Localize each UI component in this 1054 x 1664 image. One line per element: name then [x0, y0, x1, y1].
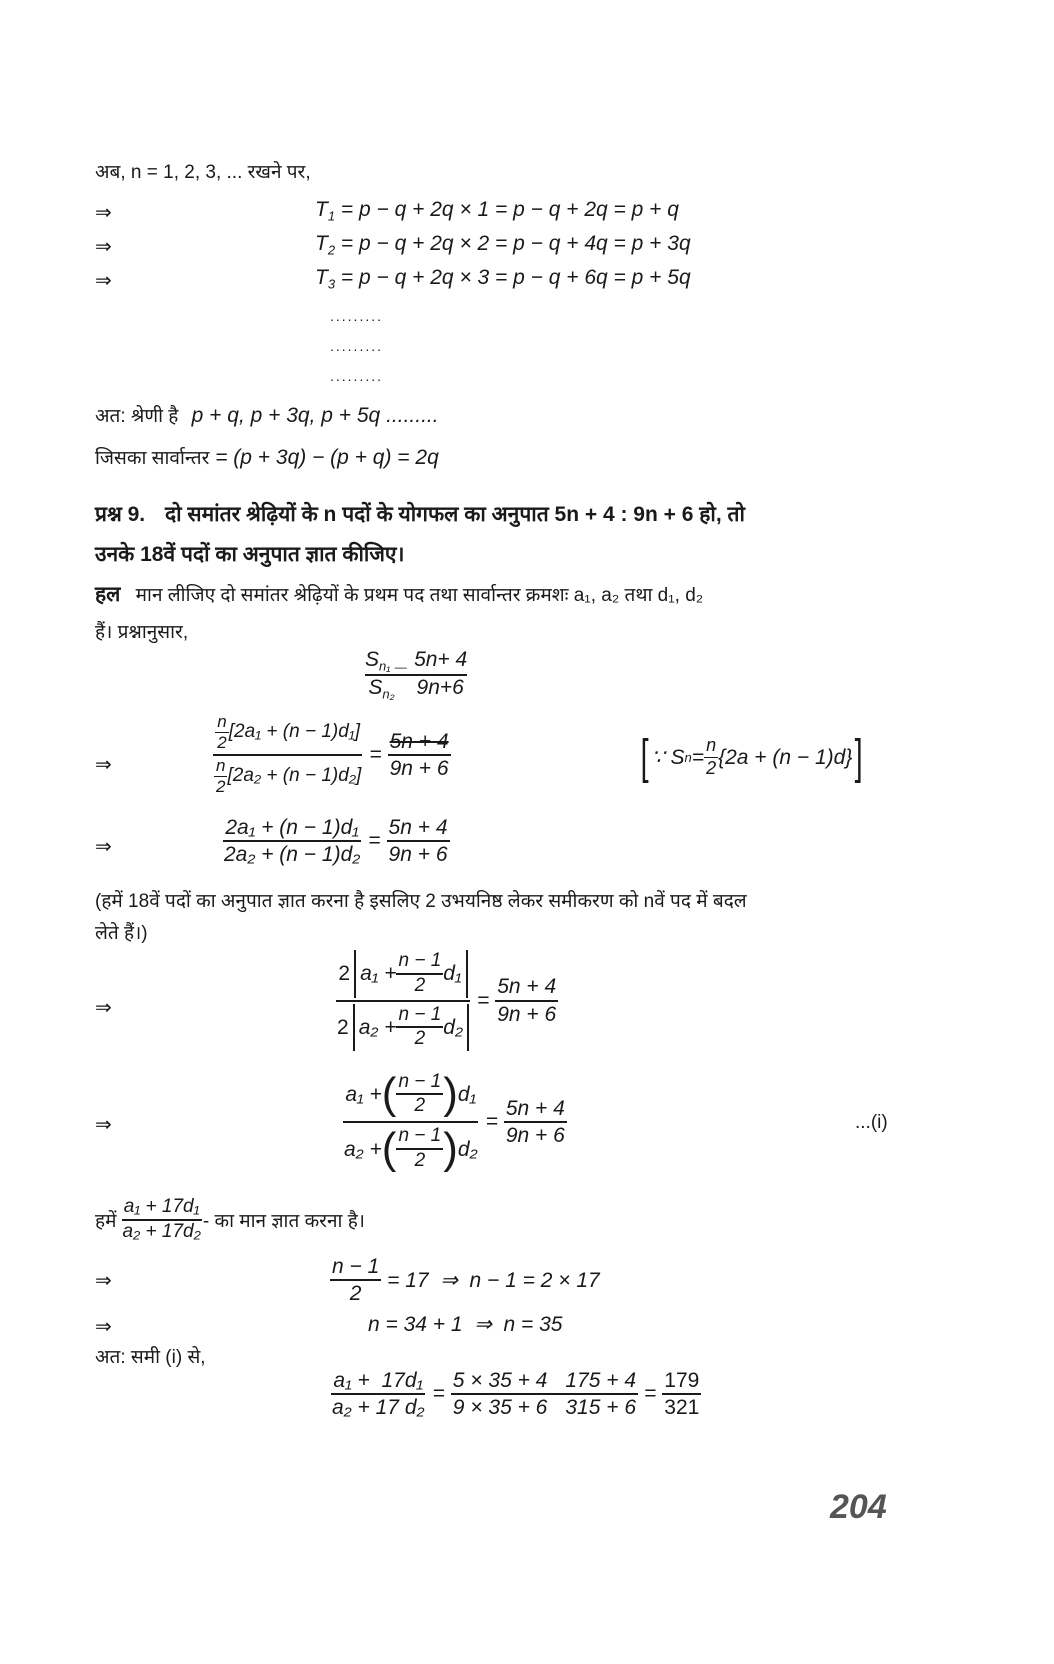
t2-sub: 2	[327, 242, 336, 258]
cd-value: = (p + 3q) − (p + q) = 2q	[209, 446, 439, 469]
solution-line-1	[95, 580, 703, 608]
t2-symbol: T	[315, 232, 328, 255]
final-equation	[330, 1368, 701, 1420]
implies-arrow: ⇒	[95, 836, 112, 858]
ratio-numerator: 5n+ 4	[414, 648, 468, 671]
solution-label: हल	[95, 583, 121, 606]
implies-arrow: ⇒	[95, 1270, 112, 1292]
rhs-fraction: $\frac{5n + 4}{9n + 6}$	[505, 1096, 565, 1147]
n-minus-1-over-2: $\frac{n - 1}{2}$	[332, 1255, 380, 1306]
sum-ratio-fraction: $S_{n_1}$ _ 5n+ 4 $S_{n_2}$ 9n+6	[365, 648, 468, 702]
series-value: p + q, p + 3q, p + 5q .........	[191, 404, 439, 427]
implies-arrow: ⇒	[95, 754, 112, 776]
equation-nth-term-ratio	[342, 1068, 567, 1176]
rhs-fraction: $\frac{5n + 4}{9n + 6}$	[497, 975, 557, 1026]
lhs-fraction: $\frac{\text{2a₁ + (n − 1)d₁}}{\text{2a₂ + (n − 1)d₂}}$	[224, 816, 361, 867]
implies-arrow: ⇒	[95, 270, 112, 292]
t1-rhs: = p − q + 2q × 1 = p − q + 2q = p + q	[335, 198, 679, 221]
series-label: अत: श्रेणी है	[95, 406, 179, 427]
intro-line: अब, n = 1, 2, 3, ... रखने पर,	[95, 162, 311, 183]
equation-solve-n	[330, 1254, 600, 1306]
from-equation-line: अत: समी (i) से,	[95, 1347, 206, 1368]
cd-label: जिसका सार्वान्तर	[95, 448, 210, 469]
question-label: प्रश्न 9.	[95, 503, 146, 526]
implies-arrow: ⇒	[95, 202, 112, 224]
continuation-dots: .........	[330, 338, 384, 354]
sn1: $S_{n_1}$	[365, 648, 391, 674]
equation-n-value: n = 34 + 1 ⇒ n = 35	[368, 1313, 563, 1336]
implies-arrow: ⇒	[95, 1316, 112, 1338]
sn2: $S_{n_2}$	[368, 675, 395, 702]
solution-text-1: मान लीजिए दो समांतर श्रेढ़ियों के प्रथम पद तथा सार्वान्तर क्रमशः a₁, a₂ तथा d₁, d₂	[135, 585, 704, 606]
note-line-2: लेते हैं।)	[95, 923, 148, 944]
formula-note: [ ∵ S n = $\frac{n}{2}$ {2a + (n − 1)d} ]	[640, 731, 864, 784]
t3-sub: 3	[327, 276, 336, 292]
t2-equation	[315, 232, 691, 258]
final-result-fraction: $\frac{179}{321}$	[664, 1369, 700, 1420]
formula-body: {2a + (n − 1)d}	[718, 745, 853, 769]
t3-equation	[315, 266, 691, 292]
series-line	[95, 402, 439, 428]
equation-sum-ratio	[365, 648, 467, 701]
ratio-denominator: 9n+6	[416, 675, 464, 699]
equation-sum-formula-ratio	[212, 712, 451, 798]
t1-equation	[315, 198, 679, 224]
find-prefix: हमें	[95, 1210, 117, 1232]
implies-arrow: ⇒	[95, 1114, 112, 1136]
implies-arrow: ⇒	[95, 997, 112, 1019]
t1-sub: 1	[327, 208, 336, 224]
equals-sign: =	[432, 1382, 445, 1406]
lhs-fraction: $\frac{n}{2}$ [2a₁ + (n − 1)d₁] $\frac{n}{2}$ [2a₂ + (n − 1)d₂]	[212, 712, 363, 798]
equals-sign: =	[485, 1109, 498, 1133]
find-line	[95, 1196, 365, 1244]
lhs-fraction: 2 a₁ + $\frac{n - 1}{2}$ d₁ 2 a₂ + $\frac{n - 1}{2}$ d₂	[335, 950, 471, 1051]
equals-sign: =	[644, 1382, 657, 1406]
note-line-1: (हमें 18वें पदों का अनुपात ज्ञात करना है इसलिए 2 उभयनिष्ठ लेकर समीकरण को nवें पद में बदल	[95, 891, 747, 912]
rhs-fraction: $\frac{5n + 4}{9n + 6}$	[388, 816, 448, 867]
t1-symbol: T	[315, 198, 328, 221]
continuation-dots: .........	[330, 368, 384, 384]
rhs-fraction: $\frac{5n + 4}{9n + 6}$	[389, 729, 449, 780]
t3-symbol: T	[315, 266, 328, 289]
equals-sign: =	[368, 829, 381, 853]
question-line-1	[95, 500, 745, 528]
implies-arrow: ⇒	[95, 236, 112, 258]
solve-n-rest: = 17 ⇒ n − 1 = 2 × 17	[381, 1268, 600, 1292]
equals-sign: =	[369, 742, 382, 766]
question-text-1: दो समांतर श्रेढ़ियों के n पदों के योगफल का अनुपात 5n + 4 : 9n + 6 हो, तो	[165, 503, 745, 526]
page-number: 204	[830, 1488, 887, 1526]
t2-rhs: = p − q + 2q × 2 = p − q + 4q = p + 3q	[335, 232, 691, 255]
equation-simplified-ratio	[222, 815, 450, 867]
equation-factored-ratio	[335, 950, 558, 1051]
right-bracket: ]	[855, 731, 864, 784]
question-line-2: उनके 18वें पदों का अनुपात ज्ञात कीजिए।	[95, 543, 405, 566]
numerator-body: [2a₁ + (n − 1)d₁]	[228, 721, 361, 743]
because-sn: ∵ S	[651, 746, 685, 769]
final-middle-fraction: 5 × 35 + 4 175 + 4 9 × 35 + 6 315 + 6	[452, 1369, 637, 1420]
denominator-body: [2a₂ + (n − 1)d₂]	[227, 765, 362, 787]
lhs-fraction: a₁ + ( $\frac{n - 1}{2}$ ) d₁ a₂ + ( $\frac{n - 1}{2}$ ) d₂	[344, 1069, 478, 1173]
target-fraction: $\frac{\text{a₁ + 17d₁}}{\text{a₂ + 17d₂}}$	[122, 1196, 201, 1242]
common-difference-line	[95, 444, 439, 470]
equation-tag: ...(i)	[855, 1112, 888, 1133]
final-lhs-fraction: $\frac{\text{a₁ + 17d₁}}{\text{a₂ + 17 d₂}}$	[332, 1369, 425, 1420]
t3-rhs: = p − q + 2q × 3 = p − q + 6q = p + 5q	[335, 266, 691, 289]
find-suffix: - का मान ज्ञात करना है।	[202, 1210, 365, 1232]
continuation-dots: .........	[330, 308, 384, 324]
solution-line-2: हैं। प्रश्नानुसार,	[95, 622, 189, 643]
left-bracket: [	[640, 731, 649, 784]
equals-sign: =	[476, 988, 490, 1012]
